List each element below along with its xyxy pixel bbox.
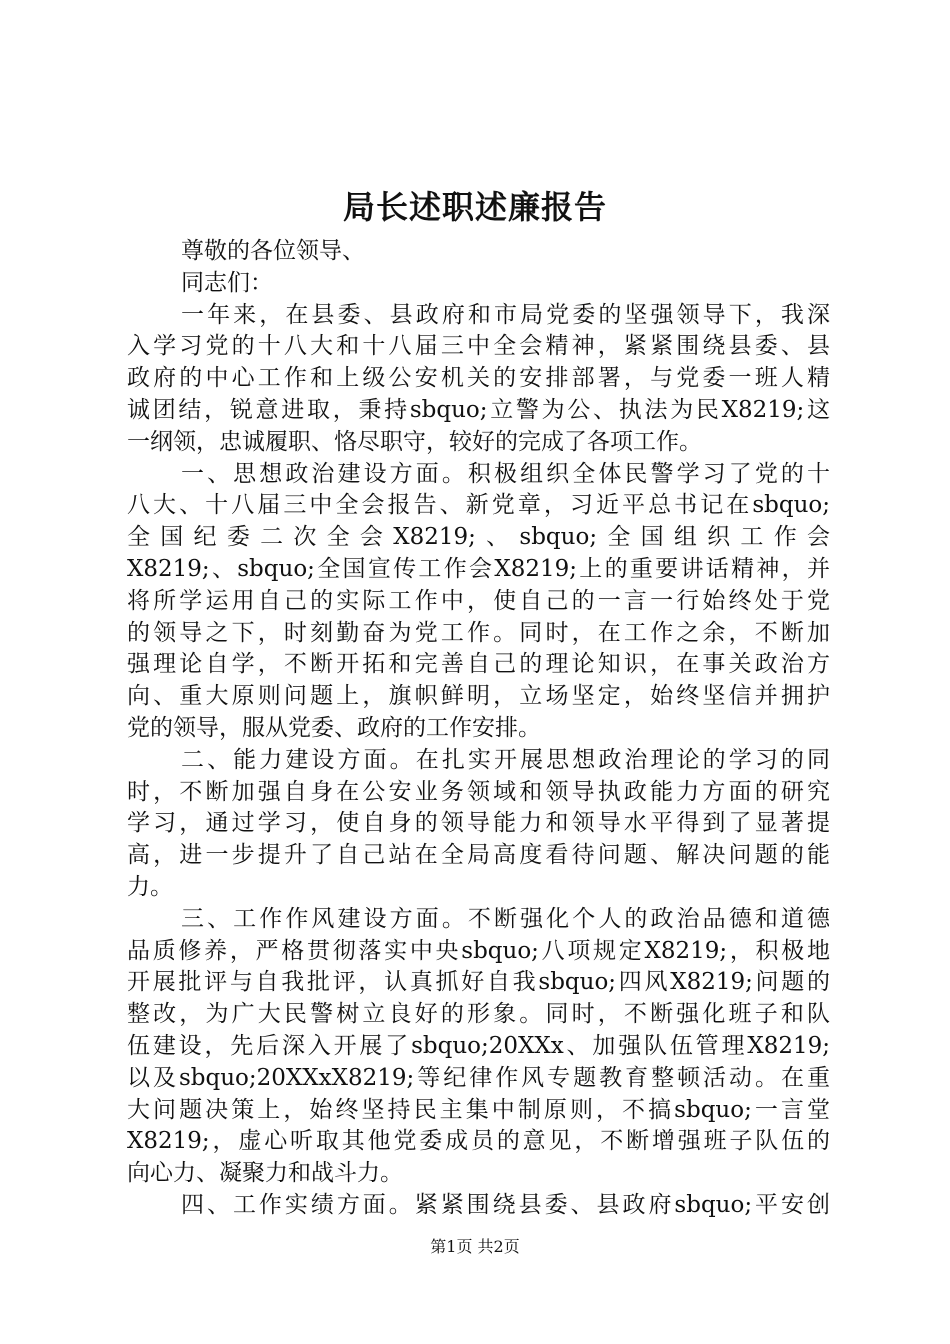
text-line: X8219;、sbquo;全国宣传工作会X8219;上的重要讲话精神，并 — [127, 555, 830, 582]
text-line: 党的领导，服从党委、政府的工作安排。 — [127, 714, 541, 741]
text-line: 学习，通过学习，使自身的领导能力和领导水平得到了显著提 — [127, 810, 830, 837]
text-line: 一纲领，忠诚履职、恪尽职守，较好的完成了各项工作。 — [127, 428, 702, 455]
text-line: 三、工作作风建设方面。不断强化个人的政治品德和道德 — [181, 905, 830, 932]
text-line: 大问题决策上，始终坚持民主集中制原则，不搞sbquo;一言堂 — [127, 1096, 830, 1123]
text-line: 开展批评与自我批评，认真抓好自我sbquo;四风X8219;问题的 — [127, 969, 830, 996]
text-line: 向、重大原则问题上，旗帜鲜明，立场坚定，始终坚信并拥护 — [127, 683, 830, 710]
text-line: 时，不断加强自身在公安业务领域和领导执政能力方面的研究 — [127, 778, 830, 805]
text-line: 诚团结，锐意进取，秉持sbquo;立警为公、执法为民X8219;这 — [127, 396, 830, 423]
page-number-footer: 第1页 共2页 — [430, 1237, 520, 1256]
text-line: 同志们： — [181, 269, 273, 296]
text-line: 的领导之下，时刻勤奋为党工作。同时，在工作之余，不断加 — [127, 619, 830, 646]
document-body — [127, 236, 830, 1222]
text-line: 强理论自学，不断开拓和完善自己的理论知识，在事关政治方 — [127, 651, 830, 678]
text-line: 一年来，在县委、县政府和市局党委的坚强领导下，我深 — [181, 301, 830, 328]
text-line: 二、能力建设方面。在扎实开展思想政治理论的学习的同 — [181, 746, 830, 773]
text-line: 向心力、凝聚力和战斗力。 — [127, 1160, 403, 1187]
text-line: 高，进一步提升了自己站在全局高度看待问题、解决问题的能 — [127, 842, 830, 869]
text-line: 一、思想政治建设方面。积极组织全体民警学习了党的十 — [181, 460, 830, 487]
text-line: 力。 — [127, 873, 173, 900]
text-line: 整改，为广大民警树立良好的形象。同时，不断强化班子和队 — [127, 1001, 830, 1028]
text-line: 全国纪委二次全会X8219;、sbquo;全国组织工作会 — [127, 524, 830, 551]
document-title: 局长述职述廉报告 — [342, 188, 607, 226]
text-line: 尊敬的各位领导、 — [181, 238, 365, 264]
text-line: 将所学运用自己的实际工作中，使自己的一言一行始终处于党 — [127, 587, 830, 614]
text-line: 政府的中心工作和上级公安机关的安排部署，与党委一班人精 — [127, 365, 830, 392]
text-line: X8219;，虚心听取其他党委成员的意见，不断增强班子队伍的 — [127, 1128, 830, 1155]
text-line: 四、工作实绩方面。紧紧围绕县委、县政府sbquo;平安创 — [181, 1191, 830, 1218]
text-line: 品质修养，严格贯彻落实中央sbquo;八项规定X8219;，积极地 — [127, 937, 830, 964]
text-line: 入学习党的十八大和十八届三中全会精神，紧紧围绕县委、县 — [127, 333, 830, 360]
text-line: 八大、十八届三中全会报告、新党章，习近平总书记在sbquo; — [127, 492, 830, 519]
text-line: 以及sbquo;20XXxX8219;等纪律作风专题教育整顿活动。在重 — [127, 1064, 830, 1091]
text-line: 伍建设，先后深入开展了sbquo;20XXx、加强队伍管理X8219; — [127, 1032, 830, 1059]
